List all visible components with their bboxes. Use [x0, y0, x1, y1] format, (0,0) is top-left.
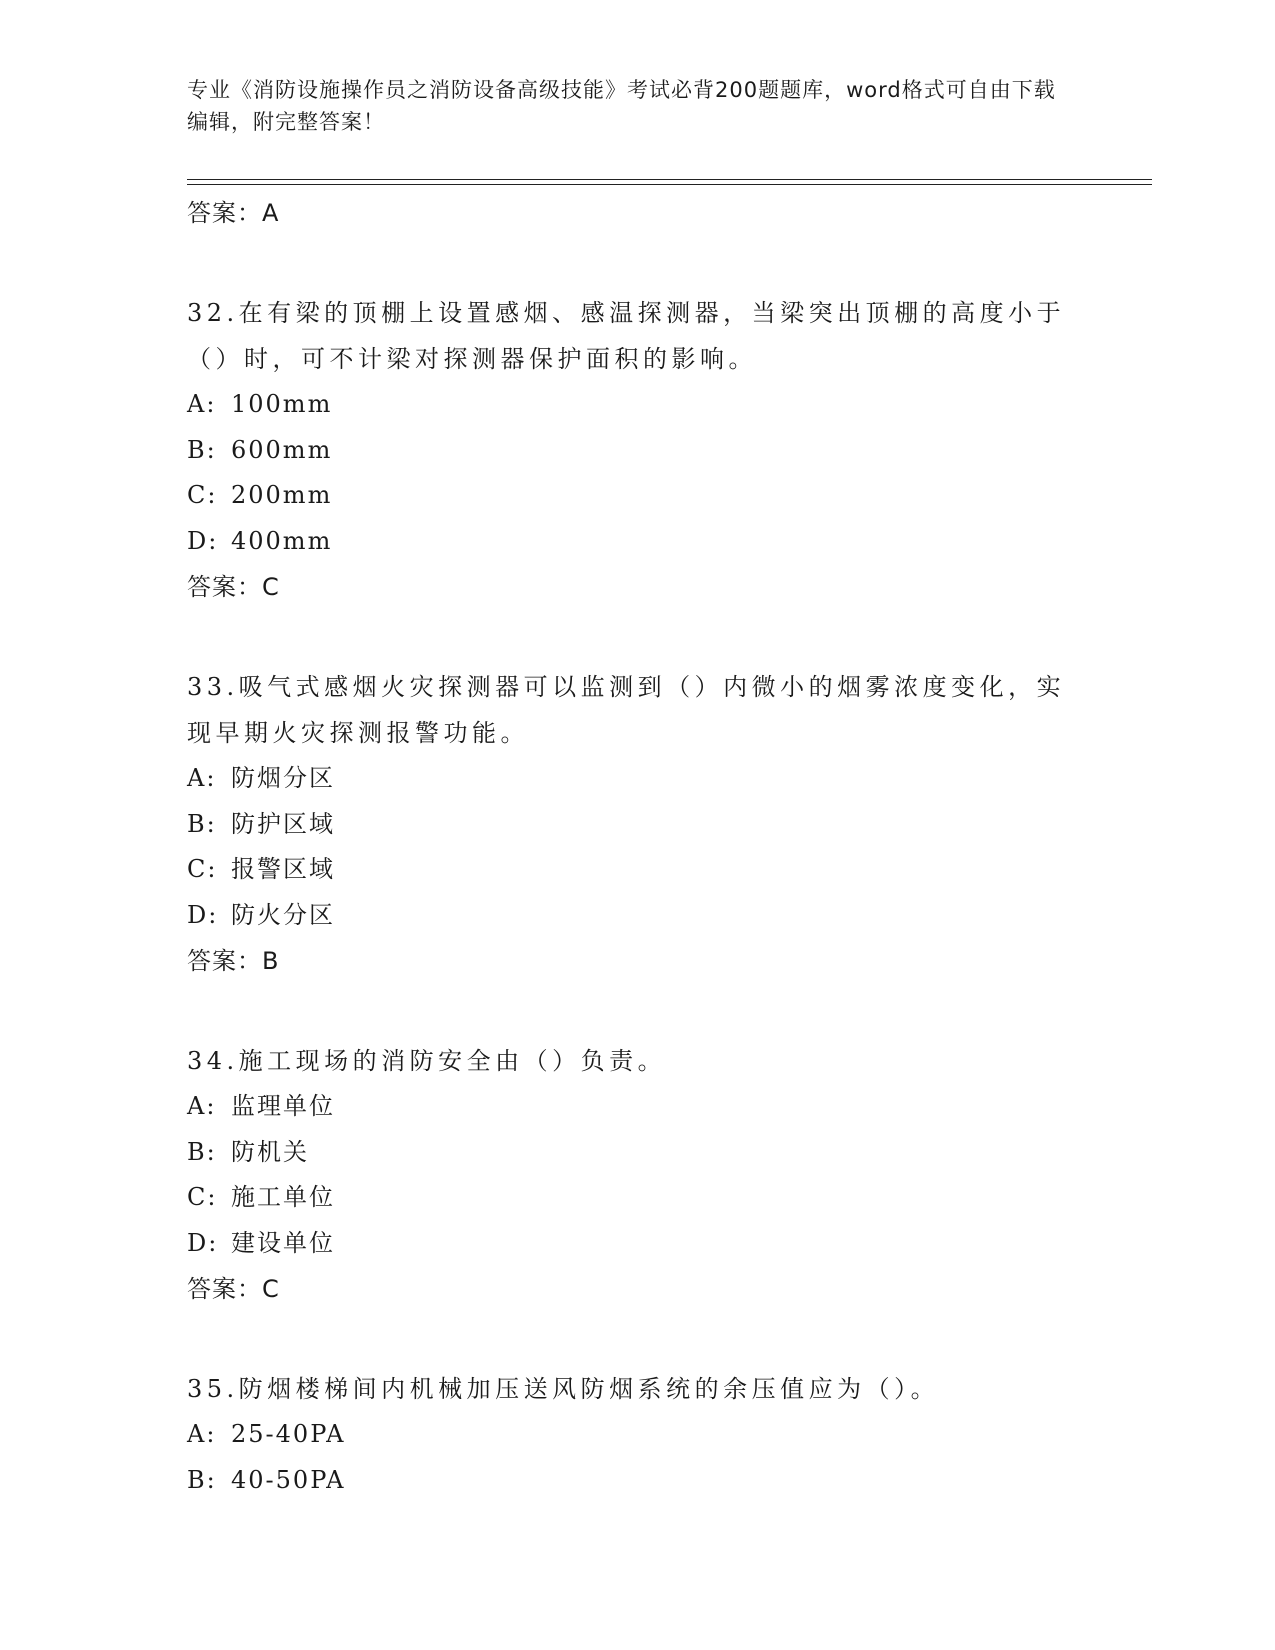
answer-line: 答案：C [187, 573, 280, 601]
option-c [187, 1175, 1087, 1221]
option-a [187, 382, 1087, 428]
option-text: 监理单位 [231, 1092, 335, 1120]
answer-line: 答案：A [187, 199, 280, 227]
option-text: 200mm [231, 481, 333, 509]
option-letter: B: [187, 435, 217, 464]
option-letter: D: [187, 526, 219, 555]
question-list [187, 190, 1087, 1503]
option-a [187, 1084, 1087, 1130]
header-rule-bottom [187, 184, 1152, 185]
option-text: 400mm [231, 526, 333, 555]
option-text: 施工单位 [231, 1183, 335, 1211]
option-text: 100mm [231, 390, 333, 418]
question-block [187, 1038, 1087, 1312]
option-letter: C: [187, 481, 218, 509]
option-text: 建设单位 [231, 1228, 335, 1257]
question-block [187, 664, 1087, 984]
option-text: 25-40PA [231, 1420, 346, 1448]
option-b [187, 428, 1087, 474]
option-text: 防火分区 [231, 900, 335, 929]
option-c [187, 473, 1087, 519]
option-letter: D: [187, 900, 219, 929]
option-a [187, 1412, 1087, 1458]
option-letter: A: [187, 390, 217, 418]
option-d [187, 519, 1087, 565]
option-letter: B: [187, 1465, 217, 1494]
option-letter: B: [187, 809, 217, 838]
option-letter: C: [187, 1183, 218, 1211]
option-text: 600mm [231, 435, 333, 464]
option-c [187, 847, 1087, 893]
option-letter: A: [187, 1420, 217, 1448]
option-b [187, 1458, 1087, 1504]
question-text: 33.吸气式感烟火灾探测器可以监测到（）内微小的烟雾浓度变化，实现早期火灾探测报警功能。 [187, 673, 1066, 747]
option-a [187, 756, 1087, 802]
option-letter: D: [187, 1228, 219, 1257]
document-header: 专业《消防设施操作员之消防设备高级技能》考试必背200题题库，word格式可自由下载编辑，附完整答案！ [187, 78, 1056, 134]
option-letter: B: [187, 1137, 217, 1166]
question-text: 35.防烟楼梯间内机械加压送风防烟系统的余压值应为（）。 [187, 1375, 940, 1403]
option-text: 防护区域 [231, 809, 335, 838]
answer-line: 答案：C [187, 1275, 280, 1303]
option-d [187, 1221, 1087, 1267]
question-text: 32.在有梁的顶棚上设置感烟、感温探测器，当梁突出顶棚的高度小于（）时，可不计梁对探测器保护面积的影响。 [187, 299, 1066, 373]
question-text: 34.施工现场的消防安全由（）负责。 [187, 1047, 667, 1075]
option-letter: A: [187, 764, 217, 792]
option-letter: C: [187, 855, 218, 883]
option-text: 40-50PA [231, 1465, 346, 1494]
question-block [187, 1366, 1087, 1503]
option-text: 防机关 [231, 1137, 309, 1166]
option-b [187, 1130, 1087, 1176]
option-d [187, 893, 1087, 939]
option-text: 报警区域 [231, 855, 335, 883]
header-rule-top [187, 179, 1152, 180]
answer-line: 答案：B [187, 947, 280, 975]
option-letter: A: [187, 1092, 217, 1120]
option-text: 防烟分区 [231, 764, 335, 792]
option-b [187, 802, 1087, 848]
question-block [187, 290, 1087, 610]
